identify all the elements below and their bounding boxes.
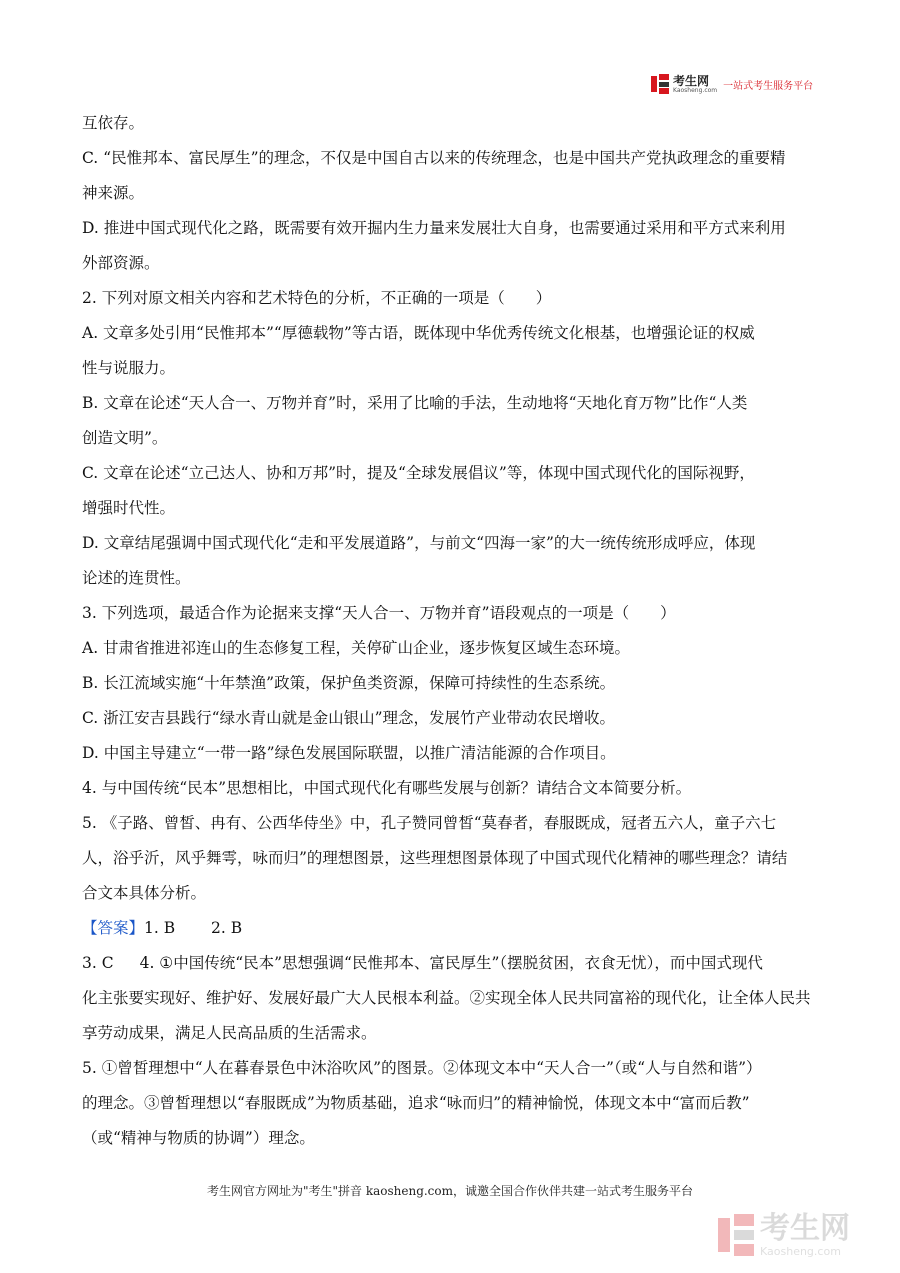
kaosheng-logo-icon	[651, 74, 669, 94]
logo-slogan: 一站式考生服务平台	[723, 80, 814, 92]
question-4: 4. 与中国传统“民本”思想相比，中国式现代化有哪些发展与创新？请结合文本简要分析。	[82, 779, 692, 797]
text-line: A. 文章多处引用“民惟邦本”“厚德载物”等古语，既体现中华优秀传统文化根基，也增强论证的权威	[82, 324, 755, 342]
answer-text: 1. B 2. B	[144, 919, 243, 937]
text-line: B. 长江流域实施“十年禁渔”政策，保护鱼类资源，保障可持续性的生态系统。	[82, 674, 616, 692]
question-3: 3. 下列选项，最适合作为论据来支撑“天人合一、万物并育”语段观点的一项是（ ）	[82, 604, 676, 622]
text-line: D. 文章结尾强调中国式现代化“走和平发展道路”，与前文“四海一家”的大一统传统形成呼应，体现	[82, 534, 756, 552]
text-line: A. 甘肃省推进祁连山的生态修复工程，关停矿山企业，逐步恢复区域生态环境。	[82, 639, 631, 657]
text-line: 神来源。	[82, 184, 145, 202]
answer-line: 的理念。③曾皙理想以“春服既成”为物质基础，追求“咏而归”的精神愉悦，体现文本中“富而后教”	[82, 1094, 750, 1112]
watermark-domain: Kaosheng.com	[760, 1244, 841, 1258]
text-line: C. 浙江安吉县践行“绿水青山就是金山银山”理念，发展竹产业带动农民增收。	[82, 709, 616, 727]
answer-line	[82, 946, 822, 981]
text-line: B. 文章在论述“天人合一、万物并育”时，采用了比喻的手法，生动地将“天地化育万物”比作“人类	[82, 394, 748, 412]
text-line: 互依存。	[82, 114, 145, 132]
document-body	[82, 106, 822, 1156]
header-logo	[651, 72, 816, 96]
answer-line: （或“精神与物质的协调”）理念。	[82, 1129, 315, 1147]
logo-name: 考生网	[673, 73, 710, 88]
text-line: 合文本具体分析。	[82, 884, 207, 902]
watermark-text	[760, 1210, 850, 1258]
text-line: 外部资源。	[82, 254, 160, 272]
answer-line: 化主张要实现好、维护好、发展好最广大人民根本利益。②实现全体人民共同富裕的现代化，让全体人民共	[82, 989, 811, 1007]
answer-line: 享劳动成果，满足人民高品质的生活需求。	[82, 1024, 377, 1042]
watermark	[718, 1205, 893, 1265]
answer-line: 5. ①曾皙理想中“人在暮春景色中沐浴吹风”的图景。②体现文本中“天人合一”（或“人与自然和谐”）	[82, 1059, 762, 1077]
logo-domain: Kaosheng.com	[673, 86, 718, 94]
text-line: 性与说服力。	[82, 359, 176, 377]
question-2: 2. 下列对原文相关内容和艺术特色的分析，不正确的一项是（ ）	[82, 289, 552, 307]
text-line: D. 中国主导建立“一带一路”绿色发展国际联盟，以推广清洁能源的合作项目。	[82, 744, 616, 762]
answer-line	[82, 911, 822, 946]
answer-tag: 【答案】	[82, 919, 145, 937]
text-line: 创造文明”。	[82, 429, 168, 447]
text-line: 增强时代性。	[82, 499, 176, 517]
text-line: 论述的连贯性。	[82, 569, 191, 587]
text-line: C. “民惟邦本、富民厚生”的理念，不仅是中国自古以来的传统理念，也是中国共产党执政理念的重要精	[82, 149, 786, 167]
text-line: D. 推进中国式现代化之路，既需要有效开掘内生力量来发展壮大自身，也需要通过采用和平方式来利用	[82, 219, 786, 237]
page-footer: 考生网官方网址为"考生"拼音 kaosheng.com，诚邀全国合作伙伴共建一站式考生服务平台	[206, 1184, 694, 1198]
logo-text	[673, 75, 717, 94]
question-5: 5. 《子路、曾皙、冉有、公西华侍坐》中，孔子赞同曾皙“莫春者，春服既成，冠者五六人，童子六七	[82, 814, 777, 832]
watermark-name: 考生网	[760, 1210, 850, 1246]
answer-3: 3. C	[82, 954, 114, 972]
watermark-logo-icon	[718, 1214, 754, 1256]
text-line: C. 文章在论述“立己达人、协和万邦”时，提及“全球发展倡议”等，体现中国式现代化的国际视野，	[82, 464, 755, 482]
answer-4: 4. ①中国传统“民本”思想强调“民惟邦本、富民厚生”（摆脱贫困，衣食无忧），而中国式现代	[139, 954, 763, 972]
text-line: 人，浴乎沂，风乎舞雩，咏而归”的理想图景，这些理想图景体现了中国式现代化精神的哪些理念？请结	[82, 849, 788, 867]
